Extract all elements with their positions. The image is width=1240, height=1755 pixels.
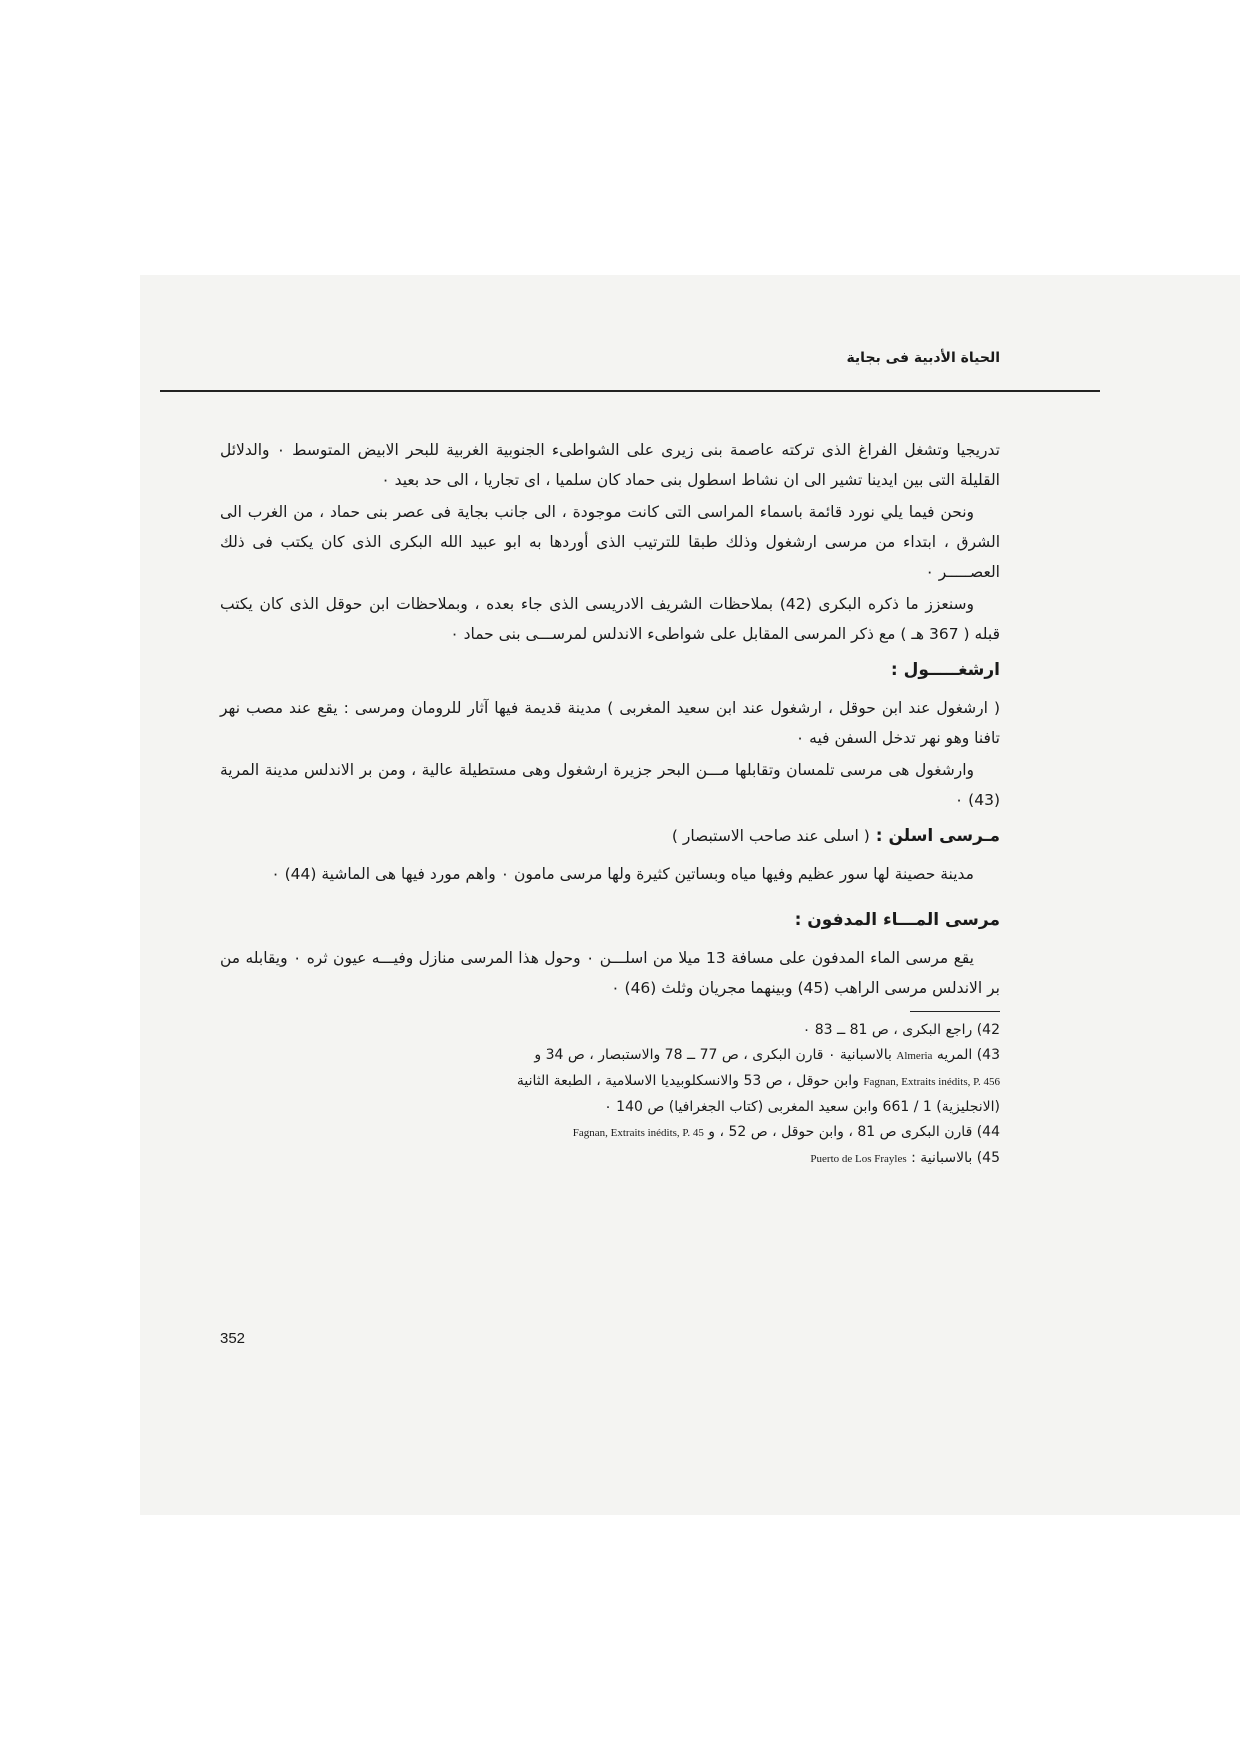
section-madfun-paragraph-1: يقع مرسى الماء المدفون على مسافة 13 ميلا من اسلـــن ٠ وحول هذا المرسى منازل وفيـــه عيون ثره ٠ ويقابله من بر الاندلس مرسى الراهب (45) وبينهما مجريان وثلث (46) ٠	[220, 949, 1000, 997]
paragraph-3: وسنعزز ما ذكره البكرى (42) بملاحظات الشريف الادريسى الذى جاء بعده ، وبملاحظات ابن حوقل الذى كان يكتب قبله ( 367 هـ ) مع ذكر المرسى المقابل على شواطىء الاندلس لمرســـى بنى حماد ٠	[220, 595, 1000, 643]
footnote-44-latin: Fagnan, Extraits inédits, P. 45	[572, 1127, 704, 1139]
footnote-44	[220, 1120, 1000, 1146]
footnote-45	[220, 1146, 1000, 1172]
footnote-45-latin: Puerto de Los Frayles	[810, 1153, 907, 1165]
section-arshgul-paragraph-1: ( ارشغول عند ابن حوقل ، ارشغول عند ابن سعيد المغربى ) مدينة قديمة فيها آثار للرومان ومرسى : يقع عند مصب نهر تافنا وهو نهر تدخل السفن فيه ٠	[220, 699, 1000, 747]
footnotes	[220, 1018, 1000, 1172]
page-number: 352	[220, 1330, 246, 1347]
section-heading-arshgul: ارشغـــــول :	[890, 660, 1000, 680]
section-arshgul-paragraph-2: وارشغول هى مرسى تلمسان وتقابلها مـــن البحر جزيرة ارشغول وهى مستطيلة عالية ، ومن بر الاندلس مدينة المرية (43) ٠	[220, 761, 1000, 809]
footnote-43-text-a: 43) المريه	[936, 1047, 1000, 1063]
paragraph-2: ونحن فيما يلي نورد قائمة باسماء المراسى التى كانت موجودة ، الى جانب بجاية فى عصر بنى حماد ، من الغرب الى الشرق ، ابتداء من مرسى ارشغول وذلك طبقا للترتيب الذى أوردها به ابو عبيد الله البكرى الذى كان يكتب فى ذلك العصـــــر ٠	[220, 503, 1000, 581]
body-text	[220, 435, 1000, 1172]
footnote-rule	[910, 1011, 1000, 1012]
footnote-45-text: 45) بالاسبانية :	[911, 1150, 1000, 1166]
footnote-43-latin-2: Fagnan, Extraits inédits, P. 456	[863, 1076, 1000, 1088]
section-heading-aslan-title: مـرسى اسلن :	[875, 826, 1000, 846]
paragraph-1: تدريجيا وتشغل الفراغ الذى تركته عاصمة بنى زيرى على الشواطىء الجنوبية الغربية للبحر الابيض المتوسط ٠ والدلائل القليلة التى بين ايدينا تشير الى ان نشاط اسطول بنى حماد كان سلميا ، اى تجاريا ، الى حد بعيد ٠	[220, 441, 1000, 489]
footnote-44-text: 44) قارن البكرى ص 81 ، وابن حوقل ، ص 52 ، و	[708, 1124, 1000, 1140]
section-heading-aslan-note: ( اسلى عند صاحب الاستبصار )	[671, 827, 870, 845]
footnote-43-line-3: (الانجليزية) 1 / 661 وابن سعيد المغربى (كتاب الجغرافيا) ص 140 ٠	[604, 1099, 1000, 1115]
footnote-43-latin-1: Almeria	[896, 1050, 933, 1062]
footnote-43-line-2	[220, 1069, 1000, 1095]
section-heading-aslan	[220, 821, 1000, 851]
running-head: الحياة الأدبية فى بجاية	[846, 350, 1000, 366]
footnote-43-text-c: وابن حوقل ، ص 53 والانسكلوبيديا الاسلامية ، الطبعة الثانية	[516, 1073, 859, 1089]
footnote-43-line-1	[220, 1043, 1000, 1069]
header-rule	[160, 390, 1100, 392]
footnote-43-text-b: بالاسبانية ٠ قارن البكرى ، ص 77 ــ 78 والاستبصار ، ص 34 و	[534, 1047, 892, 1063]
section-aslan-paragraph-1: مدينة حصينة لها سور عظيم وفيها مياه وبساتين كثيرة ولها مرسى مامون ٠ واهم مورد فيها هى الماشية (44) ٠	[271, 865, 974, 883]
footnote-42: 42) راجع البكرى ، ص 81 ــ 83 ٠	[802, 1022, 1000, 1038]
section-heading-madfun: مرسى المـــاء المدفون :	[794, 910, 1000, 930]
